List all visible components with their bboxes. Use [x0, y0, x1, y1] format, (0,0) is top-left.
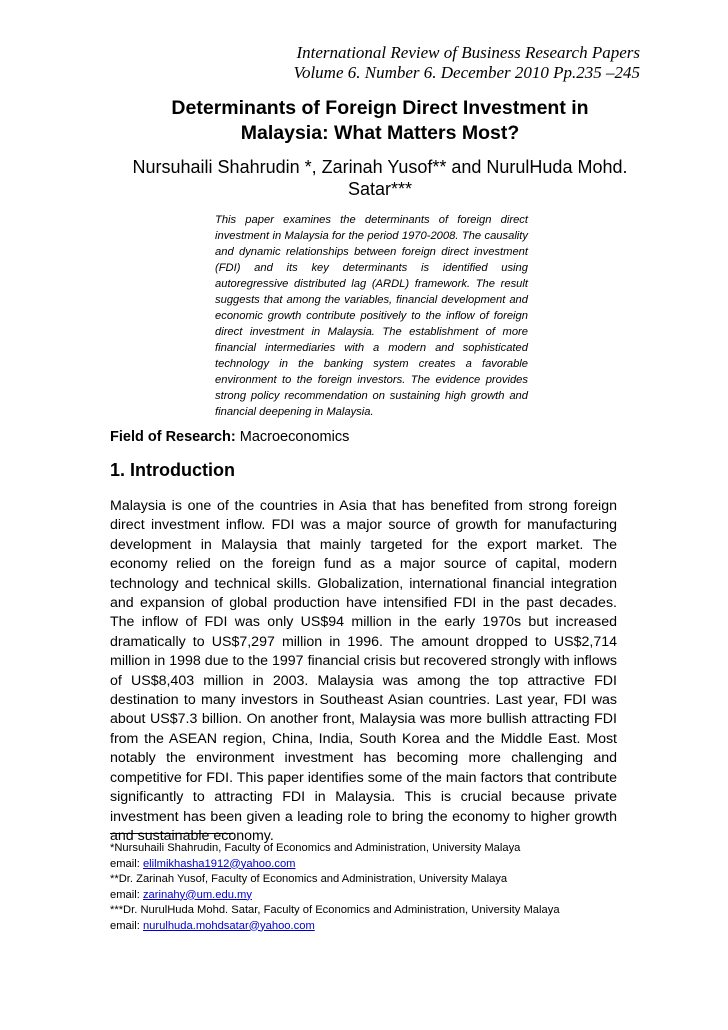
abstract: This paper examines the determinants of foreign direct investment in Malaysia for the period 1970-2008. The causality and dynamic relationships between foreign direct investment (FDI) and its key determinants is identified using autoregressive distributed lag (ARDL) framework. The result suggests that among the variables, financial development and economic growth contribute positively to the inflow of foreign direct investment in Malaysia. The establishment of more financial intermediaries with a modern and sophisticated technology in the banking system creates a favorable environment to the foreign investors. The evidence provides strong policy recommendation on sustaining high growth and financial deepening in Malaysia. [215, 214, 528, 418]
footnote-author-2: **Dr. Zarinah Yusof, Faculty of Economics and Administration, University Malaya [110, 873, 508, 885]
footnote-author-3: ***Dr. NurulHuda Mohd. Satar, Faculty of Economics and Administration, University Malaya [110, 904, 560, 916]
footnote-email-3-row [110, 919, 630, 935]
footnote-divider [110, 833, 233, 834]
email-link-author-2[interactable]: zarinahy@um.edu.my [142, 888, 252, 901]
journal-volume: Volume 6. Number 6. December 2010 Pp.235 –245 [293, 63, 640, 82]
footnotes [110, 841, 630, 934]
paper-title-line-1: Determinants of Foreign Direct Investment in [171, 97, 589, 119]
email-link-author-3[interactable]: nurulhuda.mohdsatar@yahoo.com [142, 919, 315, 932]
paper-authors: Nursuhaili Shahrudin *, Zarinah Yusof** and NurulHuda Mohd. Satar*** [132, 157, 628, 199]
section-heading-introduction: 1. Introduction [110, 460, 235, 480]
journal-name: International Review of Business Research Papers [296, 43, 640, 62]
paper-title [100, 96, 660, 146]
paper-title-line-2: Malaysia: What Matters Most? [240, 122, 520, 144]
footnote-author-1: *Nursuhaili Shahrudin, Faculty of Economics and Administration, University Malaya [110, 842, 521, 854]
journal-header [240, 43, 640, 83]
field-of-research [110, 428, 349, 446]
footnote-email-label: email: [110, 919, 140, 932]
field-of-research-value: Macroeconomics [239, 429, 350, 445]
footnote-email-1-row [110, 857, 630, 873]
email-link-author-1[interactable]: elilmikhasha1912@yahoo.com [142, 857, 296, 870]
footnote-email-label: email: [110, 888, 140, 901]
introduction-paragraph: Malaysia is one of the countries in Asia that has benefited from strong foreign direct investment inflow. FDI was a major source of growth for manufacturing development in Malaysia that mainly targeted for the export market. The economy relied on the foreign fund as a major source of capital, modern technology and technical skills. Globalization, international financial integration and expansion of global production have intensified FDI in the past decades. The inflow of FDI was only US$94 million in the early 1970s but increased dramatically to US$7,297 million in 1996. The amount dropped to US$2,714 million in 1998 due to the 1997 financial crisis but recovered strongly with inflows of US$8,403 million in 2003. Malaysia was among the top attractive FDI destination to many investors in Southeast Asian countries. Last year, FDI was about US$7.3 billion. On another front, Malaysia was more bullish attracting FDI from the ASEAN region, China, India, South Korea and the Middle East. Most notably the environment investment has becoming more challenging and competitive for FDI. This paper identifies some of the main factors that contribute significantly to attracting FDI in Malaysia. This is crucial because private investment has been given a leading role to bring the economy to higher growth and sustainable economy. [110, 498, 617, 844]
field-of-research-label: Field of Research: [110, 429, 236, 445]
footnote-email-label: email: [110, 857, 140, 870]
footnote-email-2-row [110, 888, 630, 904]
